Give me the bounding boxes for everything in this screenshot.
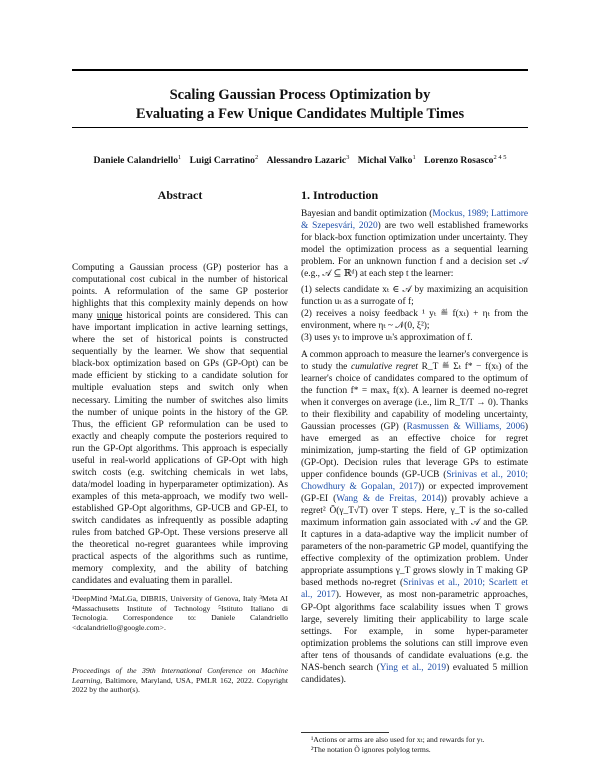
citation-link[interactable]: Mockus, 1989; Lattimore & Szepesvári, 2020	[301, 209, 529, 232]
author-name: Michal Valko	[357, 155, 413, 167]
intro-body	[301, 208, 528, 690]
step-1: (1) selects candidate xₜ ∈ 𝒜 by maximizing an acquisition function uₜ as a surrogate of f;	[301, 285, 528, 308]
author-affil: 3	[346, 154, 350, 161]
abstract-heading: Abstract	[157, 188, 203, 202]
citation-link[interactable]: Srinivas et al., 2010; Scarlett et al., 2017	[301, 578, 529, 601]
footnote-rule-left	[72, 589, 160, 590]
paper-title	[60, 86, 540, 124]
author-name: Luigi Carratino	[189, 155, 255, 167]
step-2: (2) receives a noisy feedback ¹ yₜ ≝ f(xₜ) + ηₜ from the environment, where ηₜ ~ 𝒩(0, ξ²);	[301, 309, 528, 332]
author-affil: 2 4 5	[493, 154, 507, 161]
author	[424, 155, 506, 166]
title-line-1: Scaling Gaussian Process Optimization by	[169, 87, 431, 103]
author-affil: 1	[412, 154, 416, 161]
underlined-word: unique	[96, 311, 123, 322]
affiliations: ¹DeepMind ²MaLGa, DIBRIS, University of Genova, Italy ³Meta AI ⁴Massachusetts Institute of Technology ⁵Istituto Italiano di Tecnologia. Correspondence to: Daniele Calandriello <dcalandriello@google.com>.	[72, 594, 288, 633]
intro-paragraph-2: A common approach to measure the learner's convergence is to study the cumulative regret R_T ≝ Σₜ f* − f(xₜ) of the learner's choice of candidates compared to the optimum of the function f* = maxₓ f(x). A learner is deemed no-regret when it converges on average (i.e., lim R_T/T → 0). Thanks to their flexibility and capability of modeling uncertainty, Gaussian processes (GP) (Rasmussen & Williams, 2006) have emerged as an effective choice for regret minimization, jump-starting the field of GP optimization (GP-Opt). Decision rules that leverage GPs to estimate upper confidence bounds (GP-UCB (Srinivas et al., 2010; Chowdhury & Gopalan, 2017)) or expected improvement (GP-EI (Wang & de Freitas, 2014)) provably achieve a regret² Õ(γ_T√T) over T steps. Here, γ_T is the so-called maximum information gain associated with 𝒜 and the GP. It captures in a data-adaptive way the implicit number of parameters of the non-parametric GP model, quantifying the effective complexity of the optimization problem. Under appropriate assumptions γ_T grows slowly in T making GP based methods no-regret (Srinivas et al., 2010; Scarlett et al., 2017). However, as most non-parametric approaches, GP-Opt algorithms face scalability issues when T grows large, severely limiting their applicability to large scale settings. For example, in some hyper-parameter optimization problems the solutions can still improve even after tens of thousands of candidate evaluations (e.g. the NAS-bench search (Ying et al., 2019) evaluated 5 million candidates).	[301, 349, 529, 685]
author	[358, 155, 416, 166]
author-name: Lorenzo Rosasco	[424, 155, 494, 167]
author-affil: 1	[178, 154, 182, 161]
abstract-text: Computing a Gaussian process (GP) posterior has a computational cost cubical in the number of historical points. A reformulation of the same GP posterior highlights that this complexity mainly depends on how many unique historical points are considered. This can have important implication in active learning settings, where the set of historical points is constructed sequentially by the learner. We show that sequential black-box optimization based on GPs (GP-Opt) can be made efficient by sticking to a candidate solution for multiple evaluation steps and switch only when necessary. Limiting the number of switches also limits the number of unique points in the history of the GP. Thus, the efficient GP reformulation can be used to exactly and cheaply compute the posteriors required to run the GP-Opt algorithms. This approach is especially useful in real-world applications of GP-Opt with high switch costs (e.g. switching chemicals in wet labs, data/model loading in hyperparameter optimization). As examples of this meta-approach, we modify two well-established GP-Opt algorithms, GP-UCB and GP-EI, to switch candidates as infrequently as possible adapting rules from batched GP-Opt. These versions preserve all the theoretical no-regret guarantees while improving practical aspects of the algorithms such as runtime, memory complexity, and the ability of batching candidates and evaluating them in parallel.	[72, 263, 288, 587]
author-affil: 2	[254, 154, 259, 161]
title-line-2: Evaluating a Few Unique Candidates Multiple Times	[135, 106, 465, 122]
author	[267, 155, 350, 166]
citation-link[interactable]: Wang & de Freitas, 2014	[336, 494, 441, 505]
author-name: Daniele Calandriello	[93, 155, 179, 167]
footnote-2: ²The notation Õ ignores polylog terms.	[311, 745, 431, 754]
footnote-1: ¹Actions or arms are also used for xₜ; and rewards for yₜ.	[311, 735, 485, 744]
author	[94, 155, 182, 166]
title-rule-top	[72, 69, 528, 71]
footnotes	[301, 735, 528, 755]
citation-link[interactable]: Ying et al., 2019	[379, 662, 447, 673]
citation-link[interactable]: Rasmussen & Williams, 2006	[406, 421, 525, 432]
footnote-rule-right	[301, 732, 389, 733]
author-name: Alessandro Lazaric	[266, 155, 347, 167]
citation-link[interactable]: Srinivas et al., 2010; Chowdhury & Gopalan, 2017	[301, 469, 528, 493]
intro-paragraph-1: Bayesian and bandit optimization (Mockus, 1989; Lattimore & Szepesvári, 2020) are two well established frameworks for black-box function optimization under uncertainty. They model the optimization process as a sequential learning problem. For an unknown function f and a decision set 𝒜 (e.g., 𝒜 ⊆ ℝᵈ) at each step t the learner:	[301, 209, 529, 280]
intro-heading: 1. Introduction	[301, 188, 379, 202]
proceedings-note: Proceedings of the 39th International Conference on Machine Learning, Baltimore, Maryland, USA, PMLR 162, 2022. Copyright 2022 by the author(s).	[72, 666, 288, 695]
title-rule-bottom	[72, 127, 528, 128]
author-list	[40, 154, 560, 166]
author	[190, 155, 259, 166]
step-3: (3) uses yₜ to improve uₜ's approximation of f.	[301, 333, 473, 344]
